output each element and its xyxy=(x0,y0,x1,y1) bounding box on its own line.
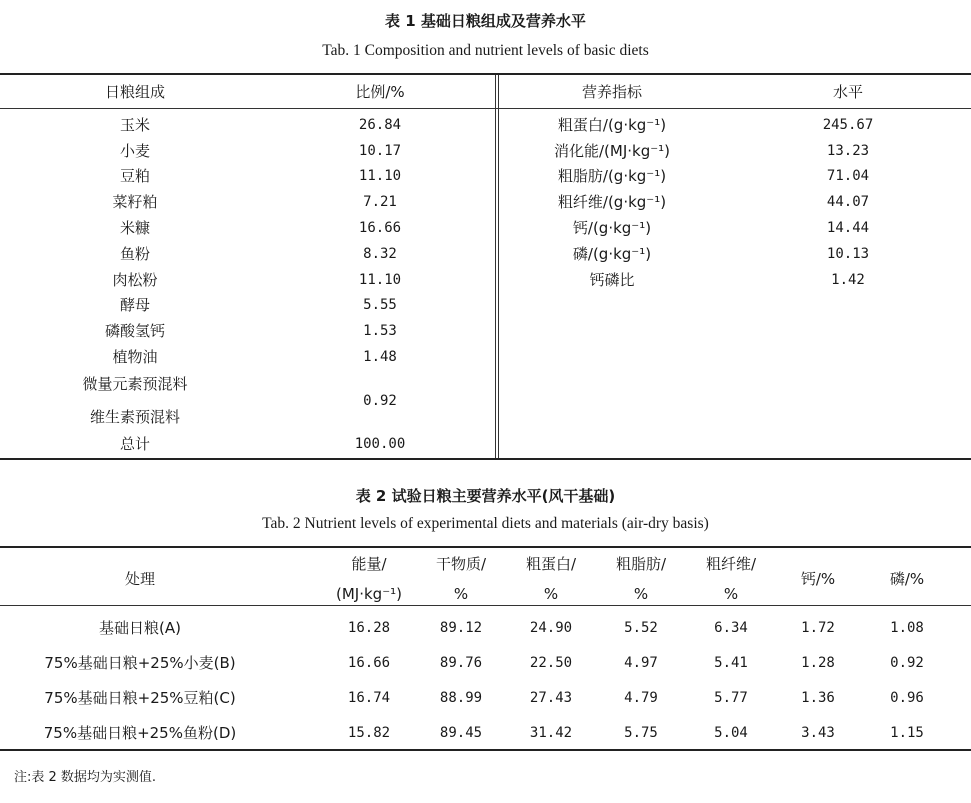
table1-nutrient-value: 44.07 xyxy=(826,194,870,210)
table2-cell-calcium: 1.28 xyxy=(801,655,835,671)
table2-header-rule xyxy=(0,605,971,606)
table1-top-rule xyxy=(0,73,971,75)
table1-nutrient-name: 钙磷比 xyxy=(589,271,635,289)
table2-cell-phosphorus: 1.08 xyxy=(890,620,924,636)
table2-cell-crude-fiber: 5.04 xyxy=(714,725,748,741)
table1-nutrient-name: 钙/(g·kg⁻¹) xyxy=(572,219,652,237)
table1-nutrient-value: 13.23 xyxy=(826,143,870,159)
table2-cell-energy: 16.74 xyxy=(347,690,391,706)
table1-ingredient-value: 16.66 xyxy=(358,220,402,236)
table1-premix-value: 0.92 xyxy=(363,393,397,409)
table1-header-rule xyxy=(0,108,971,109)
table2-caption-cn: 表 2 试验日粮主要营养水平(风干基础) xyxy=(355,487,616,505)
table2-cell-crude-fat: 4.79 xyxy=(624,690,658,706)
table1-nutrient-value: 71.04 xyxy=(826,168,870,184)
table1-ingredient-name: 米糠 xyxy=(119,219,150,237)
table1-caption-cn: 表 1 基础日粮组成及营养水平 xyxy=(385,12,586,30)
table1-ingredient-name: 菜籽粕 xyxy=(112,193,158,211)
table1-nutrient-name: 粗脂肪/(g·kg⁻¹) xyxy=(557,167,667,185)
table2-cell-energy: 15.82 xyxy=(347,725,391,741)
table2-header-phosphorus: 磷/% xyxy=(889,570,925,588)
table2-cell-crude-fiber: 6.34 xyxy=(714,620,748,636)
table1-level-header: 水平 xyxy=(832,83,863,101)
table2-cell-treatment: 基础日粮(A) xyxy=(99,619,181,637)
table2-cell-crude-protein: 31.42 xyxy=(529,725,573,741)
table2-cell-energy: 16.66 xyxy=(347,655,391,671)
table2-top-rule xyxy=(0,546,971,548)
table1-ingredient-value: 7.21 xyxy=(363,194,397,210)
table2-header-energy-line1: 能量/ xyxy=(351,555,387,573)
table1-nutrient-value: 245.67 xyxy=(822,117,874,133)
table2-header-crude-fat-line1: 粗脂肪/ xyxy=(615,555,667,573)
table1-nutrient-name: 粗蛋白/(g·kg⁻¹) xyxy=(557,116,667,134)
table2-cell-crude-fat: 5.75 xyxy=(624,725,658,741)
table2-cell-crude-protein: 27.43 xyxy=(529,690,573,706)
table2-cell-phosphorus: 0.92 xyxy=(890,655,924,671)
table1-bottom-rule xyxy=(0,458,971,460)
table2-header-calcium: 钙/% xyxy=(800,570,836,588)
table1-premix-trace-name: 微量元素预混料 xyxy=(82,375,188,393)
table2-header-dry-matter-line1: 干物质/ xyxy=(435,555,487,573)
table2-cell-crude-fiber: 5.41 xyxy=(714,655,748,671)
table1-total-value: 100.00 xyxy=(354,436,406,452)
table2-cell-treatment: 75%基础日粮+25%鱼粉(D) xyxy=(43,724,237,742)
table1-ingredient-header: 日粮组成 xyxy=(104,83,165,101)
table1-ingredient-name: 小麦 xyxy=(119,142,150,160)
table2-header-dry-matter-line2: % xyxy=(453,585,469,603)
table2-cell-calcium: 3.43 xyxy=(801,725,835,741)
table2-bottom-rule xyxy=(0,749,971,751)
table2-cell-calcium: 1.36 xyxy=(801,690,835,706)
table1-nutrient-name: 磷/(g·kg⁻¹) xyxy=(572,245,652,263)
table1-nutrient-name: 粗纤维/(g·kg⁻¹) xyxy=(557,193,667,211)
table2-header-crude-protein-line2: % xyxy=(543,585,559,603)
table2-caption-en: Tab. 2 Nutrient levels of experimental diets and materials (air-dry basis) xyxy=(262,515,709,532)
table2-cell-crude-fiber: 5.77 xyxy=(714,690,748,706)
table1-ingredient-name: 磷酸氢钙 xyxy=(104,322,165,340)
table1-caption-en: Tab. 1 Composition and nutrient levels of basic diets xyxy=(322,42,649,59)
table1-nutrient-value: 10.13 xyxy=(826,246,870,262)
table1-ingredient-value: 11.10 xyxy=(358,168,402,184)
table2-cell-dry-matter: 89.12 xyxy=(439,620,483,636)
table2-header-crude-fat-line2: % xyxy=(633,585,649,603)
table1-ingredient-name: 酵母 xyxy=(119,296,150,314)
table1-ingredient-value: 1.53 xyxy=(363,323,397,339)
table1-ingredient-value: 8.32 xyxy=(363,246,397,262)
table1-nutrient-value: 14.44 xyxy=(826,220,870,236)
table2-cell-crude-fat: 5.52 xyxy=(624,620,658,636)
table2-cell-treatment: 75%基础日粮+25%豆粕(C) xyxy=(44,689,236,707)
table2-cell-treatment: 75%基础日粮+25%小麦(B) xyxy=(44,654,236,672)
table1-ingredient-value: 1.48 xyxy=(363,349,397,365)
table1-ingredient-name: 植物油 xyxy=(112,348,158,366)
table1-ingredient-value: 11.10 xyxy=(358,272,402,288)
table2-cell-crude-protein: 24.90 xyxy=(529,620,573,636)
table1-nutrient-value: 1.42 xyxy=(831,272,865,288)
table1-nutrient-name: 消化能/(MJ·kg⁻¹) xyxy=(553,142,671,160)
table2-cell-dry-matter: 89.45 xyxy=(439,725,483,741)
table1-total-name: 总计 xyxy=(119,435,150,453)
table1-ingredient-name: 肉松粉 xyxy=(112,271,158,289)
table2-note: 注:表 2 数据均为实测值. xyxy=(14,770,157,785)
table2-header-treatment: 处理 xyxy=(124,570,155,588)
table1-ingredient-name: 玉米 xyxy=(119,116,150,134)
table2-header-energy-line2: (MJ·kg⁻¹) xyxy=(336,585,402,603)
table1-ingredient-name: 豆粕 xyxy=(119,167,150,185)
table2-cell-phosphorus: 1.15 xyxy=(890,725,924,741)
table1-nutrient-header: 营养指标 xyxy=(581,83,642,101)
table1-proportion-header: 比例/% xyxy=(355,83,405,101)
table2-cell-dry-matter: 88.99 xyxy=(439,690,483,706)
table1-premix-vitamin-name: 维生素预混料 xyxy=(89,408,180,426)
table1-ingredient-value: 26.84 xyxy=(358,117,402,133)
table2-header-crude-fiber-line1: 粗纤维/ xyxy=(705,555,757,573)
table1-ingredient-name: 鱼粉 xyxy=(119,245,150,263)
table2-header-crude-fiber-line2: % xyxy=(723,585,739,603)
table2-header-crude-protein-line1: 粗蛋白/ xyxy=(525,555,577,573)
table1-ingredient-value: 5.55 xyxy=(363,297,397,313)
table2-cell-energy: 16.28 xyxy=(347,620,391,636)
table2-cell-crude-protein: 22.50 xyxy=(529,655,573,671)
table1-ingredient-value: 10.17 xyxy=(358,143,402,159)
table2-cell-calcium: 1.72 xyxy=(801,620,835,636)
table2-cell-crude-fat: 4.97 xyxy=(624,655,658,671)
table2-cell-phosphorus: 0.96 xyxy=(890,690,924,706)
table2-cell-dry-matter: 89.76 xyxy=(439,655,483,671)
